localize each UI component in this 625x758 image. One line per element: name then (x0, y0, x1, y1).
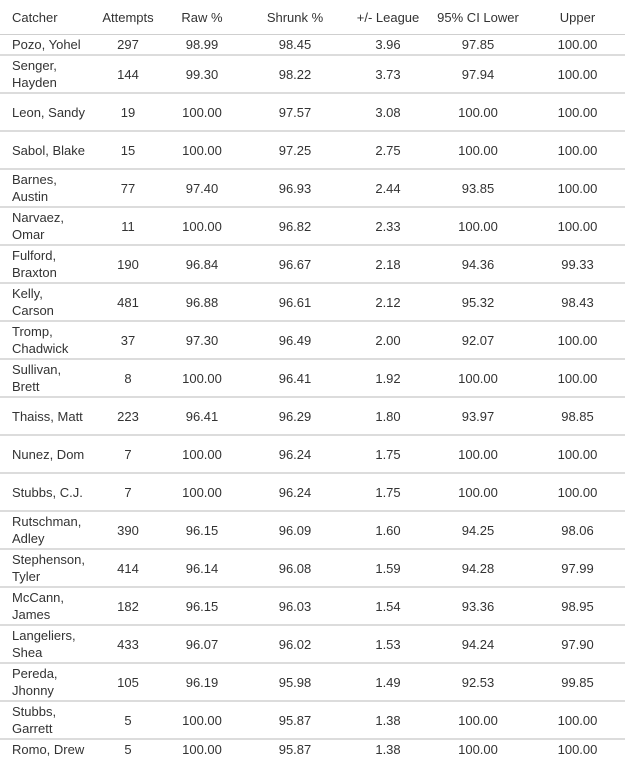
cell-raw-percent: 100.00 (164, 739, 240, 758)
cell-ci-lower: 97.85 (426, 35, 530, 56)
cell-attempts: 5 (92, 739, 164, 758)
header-catcher[interactable]: Catcher (0, 0, 92, 35)
cell-catcher: Pozo, Yohel (0, 35, 92, 56)
cell-league-diff: 1.75 (350, 435, 426, 473)
cell-ci-upper: 98.06 (530, 511, 625, 549)
cell-ci-lower: 93.85 (426, 169, 530, 207)
cell-attempts: 77 (92, 169, 164, 207)
table-row (0, 321, 625, 359)
cell-league-diff: 1.53 (350, 625, 426, 663)
cell-ci-upper: 97.90 (530, 625, 625, 663)
cell-league-diff: 1.54 (350, 587, 426, 625)
cell-raw-percent: 100.00 (164, 207, 240, 245)
cell-attempts: 433 (92, 625, 164, 663)
table-row (0, 397, 625, 435)
cell-catcher: Stubbs, Garrett (0, 701, 92, 739)
cell-ci-lower: 93.97 (426, 397, 530, 435)
cell-ci-upper: 100.00 (530, 435, 625, 473)
cell-shrunk-percent: 96.82 (240, 207, 350, 245)
cell-attempts: 223 (92, 397, 164, 435)
table-header (0, 0, 625, 35)
cell-raw-percent: 96.14 (164, 549, 240, 587)
cell-attempts: 297 (92, 35, 164, 56)
cell-shrunk-percent: 96.41 (240, 359, 350, 397)
cell-ci-upper: 100.00 (530, 739, 625, 758)
cell-league-diff: 1.80 (350, 397, 426, 435)
cell-attempts: 15 (92, 131, 164, 169)
cell-ci-lower: 93.36 (426, 587, 530, 625)
cell-ci-lower: 94.24 (426, 625, 530, 663)
cell-ci-lower: 95.32 (426, 283, 530, 321)
cell-attempts: 7 (92, 473, 164, 511)
cell-ci-upper: 100.00 (530, 55, 625, 93)
cell-attempts: 7 (92, 435, 164, 473)
cell-ci-upper: 100.00 (530, 93, 625, 131)
cell-league-diff: 2.33 (350, 207, 426, 245)
cell-catcher: Romo, Drew (0, 739, 92, 758)
cell-league-diff: 1.38 (350, 739, 426, 758)
cell-catcher: Rutschman, Adley (0, 511, 92, 549)
cell-league-diff: 2.18 (350, 245, 426, 283)
cell-league-diff: 1.49 (350, 663, 426, 701)
cell-catcher: Pereda, Jhonny (0, 663, 92, 701)
cell-ci-upper: 98.43 (530, 283, 625, 321)
table-row (0, 35, 625, 56)
table-row (0, 169, 625, 207)
cell-attempts: 414 (92, 549, 164, 587)
table-row (0, 55, 625, 93)
cell-ci-upper: 99.85 (530, 663, 625, 701)
cell-raw-percent: 97.30 (164, 321, 240, 359)
cell-league-diff: 1.59 (350, 549, 426, 587)
header-attempts[interactable]: Attempts (92, 0, 164, 35)
cell-ci-lower: 100.00 (426, 739, 530, 758)
cell-league-diff: 3.96 (350, 35, 426, 56)
cell-attempts: 144 (92, 55, 164, 93)
cell-catcher: Fulford, Braxton (0, 245, 92, 283)
cell-shrunk-percent: 96.49 (240, 321, 350, 359)
cell-league-diff: 1.38 (350, 701, 426, 739)
table-row (0, 245, 625, 283)
cell-raw-percent: 100.00 (164, 435, 240, 473)
cell-ci-upper: 100.00 (530, 207, 625, 245)
cell-ci-lower: 100.00 (426, 473, 530, 511)
cell-shrunk-percent: 97.57 (240, 93, 350, 131)
cell-catcher: Barnes, Austin (0, 169, 92, 207)
cell-shrunk-percent: 96.09 (240, 511, 350, 549)
cell-ci-lower: 100.00 (426, 131, 530, 169)
cell-raw-percent: 96.19 (164, 663, 240, 701)
cell-shrunk-percent: 95.98 (240, 663, 350, 701)
cell-shrunk-percent: 96.67 (240, 245, 350, 283)
cell-ci-lower: 94.36 (426, 245, 530, 283)
cell-raw-percent: 97.40 (164, 169, 240, 207)
cell-league-diff: 3.73 (350, 55, 426, 93)
cell-ci-upper: 100.00 (530, 131, 625, 169)
cell-ci-upper: 100.00 (530, 701, 625, 739)
cell-ci-upper: 98.85 (530, 397, 625, 435)
cell-raw-percent: 96.84 (164, 245, 240, 283)
cell-ci-lower: 100.00 (426, 207, 530, 245)
table-row (0, 435, 625, 473)
cell-shrunk-percent: 96.24 (240, 473, 350, 511)
cell-ci-lower: 94.25 (426, 511, 530, 549)
cell-catcher: Thaiss, Matt (0, 397, 92, 435)
cell-shrunk-percent: 95.87 (240, 739, 350, 758)
cell-attempts: 37 (92, 321, 164, 359)
table-row (0, 739, 625, 758)
table-row (0, 283, 625, 321)
header-ci-lower[interactable]: 95% CI Lower (426, 0, 530, 35)
table-row (0, 549, 625, 587)
cell-ci-lower: 100.00 (426, 701, 530, 739)
cell-shrunk-percent: 95.87 (240, 701, 350, 739)
table-row (0, 663, 625, 701)
cell-ci-lower: 100.00 (426, 93, 530, 131)
cell-ci-upper: 100.00 (530, 321, 625, 359)
cell-raw-percent: 96.88 (164, 283, 240, 321)
table-body (0, 35, 625, 758)
cell-attempts: 481 (92, 283, 164, 321)
table-row (0, 587, 625, 625)
cell-ci-lower: 92.07 (426, 321, 530, 359)
cell-shrunk-percent: 96.03 (240, 587, 350, 625)
table-row (0, 359, 625, 397)
cell-catcher: Leon, Sandy (0, 93, 92, 131)
cell-league-diff: 1.92 (350, 359, 426, 397)
cell-raw-percent: 96.41 (164, 397, 240, 435)
cell-shrunk-percent: 96.93 (240, 169, 350, 207)
cell-catcher: Nunez, Dom (0, 435, 92, 473)
table-row (0, 207, 625, 245)
table-row (0, 131, 625, 169)
cell-shrunk-percent: 96.29 (240, 397, 350, 435)
cell-catcher: Sullivan, Brett (0, 359, 92, 397)
cell-ci-lower: 94.28 (426, 549, 530, 587)
cell-attempts: 105 (92, 663, 164, 701)
cell-raw-percent: 99.30 (164, 55, 240, 93)
header-shrunk-percent[interactable]: Shrunk % (240, 0, 350, 35)
cell-catcher: Stephenson, Tyler (0, 549, 92, 587)
cell-raw-percent: 100.00 (164, 93, 240, 131)
cell-ci-upper: 100.00 (530, 359, 625, 397)
cell-shrunk-percent: 97.25 (240, 131, 350, 169)
cell-catcher: Narvaez, Omar (0, 207, 92, 245)
cell-ci-upper: 98.95 (530, 587, 625, 625)
cell-catcher: Kelly, Carson (0, 283, 92, 321)
cell-attempts: 182 (92, 587, 164, 625)
cell-ci-upper: 100.00 (530, 473, 625, 511)
cell-shrunk-percent: 96.08 (240, 549, 350, 587)
cell-catcher: Senger, Hayden (0, 55, 92, 93)
cell-shrunk-percent: 96.24 (240, 435, 350, 473)
cell-ci-lower: 97.94 (426, 55, 530, 93)
cell-ci-lower: 92.53 (426, 663, 530, 701)
cell-catcher: Sabol, Blake (0, 131, 92, 169)
cell-ci-upper: 99.33 (530, 245, 625, 283)
cell-league-diff: 2.00 (350, 321, 426, 359)
cell-attempts: 190 (92, 245, 164, 283)
cell-shrunk-percent: 96.02 (240, 625, 350, 663)
table-row (0, 473, 625, 511)
header-row (0, 0, 625, 35)
cell-attempts: 11 (92, 207, 164, 245)
cell-shrunk-percent: 98.45 (240, 35, 350, 56)
table-row (0, 93, 625, 131)
cell-ci-upper: 100.00 (530, 35, 625, 56)
cell-shrunk-percent: 98.22 (240, 55, 350, 93)
cell-league-diff: 3.08 (350, 93, 426, 131)
cell-attempts: 5 (92, 701, 164, 739)
table-row (0, 701, 625, 739)
cell-catcher: Tromp, Chadwick (0, 321, 92, 359)
header-ci-upper[interactable]: Upper (530, 0, 625, 35)
cell-catcher: Stubbs, C.J. (0, 473, 92, 511)
cell-catcher: McCann, James (0, 587, 92, 625)
cell-league-diff: 1.75 (350, 473, 426, 511)
cell-shrunk-percent: 96.61 (240, 283, 350, 321)
table-row (0, 511, 625, 549)
cell-raw-percent: 96.15 (164, 511, 240, 549)
cell-raw-percent: 98.99 (164, 35, 240, 56)
cell-raw-percent: 96.15 (164, 587, 240, 625)
cell-league-diff: 2.75 (350, 131, 426, 169)
cell-attempts: 19 (92, 93, 164, 131)
cell-raw-percent: 100.00 (164, 701, 240, 739)
cell-ci-lower: 100.00 (426, 435, 530, 473)
cell-catcher: Langeliers, Shea (0, 625, 92, 663)
cell-league-diff: 2.44 (350, 169, 426, 207)
header-league-diff[interactable]: +/- League (350, 0, 426, 35)
header-raw-percent[interactable]: Raw % (164, 0, 240, 35)
cell-raw-percent: 100.00 (164, 359, 240, 397)
cell-ci-upper: 97.99 (530, 549, 625, 587)
cell-raw-percent: 100.00 (164, 473, 240, 511)
table-row (0, 625, 625, 663)
cell-raw-percent: 100.00 (164, 131, 240, 169)
cell-league-diff: 2.12 (350, 283, 426, 321)
cell-ci-lower: 100.00 (426, 359, 530, 397)
cell-raw-percent: 96.07 (164, 625, 240, 663)
cell-ci-upper: 100.00 (530, 169, 625, 207)
cell-league-diff: 1.60 (350, 511, 426, 549)
cell-attempts: 390 (92, 511, 164, 549)
cell-attempts: 8 (92, 359, 164, 397)
